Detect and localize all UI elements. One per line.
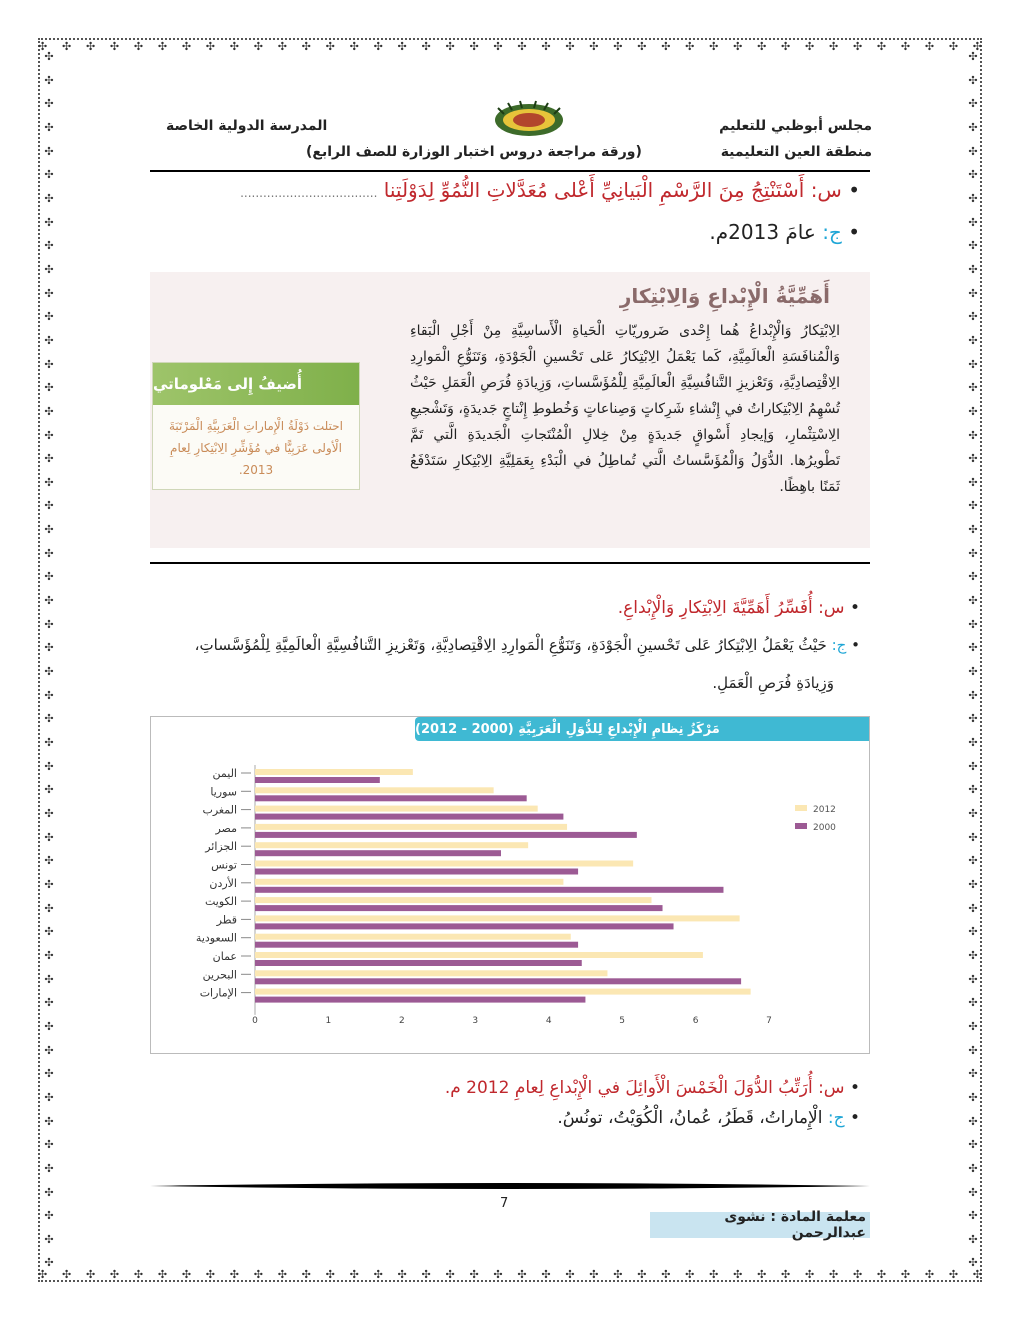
category-label: اليمن [212,767,237,780]
ornament-icon: ✣ [44,546,54,560]
ornament-icon: ✣ [44,168,54,182]
question-text: أُفَسِّرُ أَهَمِّيَّةَ الِابْتِكارِ وَالْإِبْداعِ. [617,598,813,618]
ornament-icon: ✣ [44,1043,54,1057]
ornament-icon: ✣ [968,239,978,253]
ornament-icon: ✣ [44,925,54,939]
ornament-icon: ✣ [44,972,54,986]
ornament-icon: ✣ [44,1256,54,1270]
ornament-icon: ✣ [924,1268,935,1281]
ornament-icon: ✣ [968,807,978,820]
ornament-icon: ✣ [38,40,48,53]
bullet-icon: • [848,220,860,244]
ornament-icon: ✣ [61,1268,72,1281]
ornament-icon: ✣ [565,1268,575,1281]
answer-2 [140,636,860,654]
ornament-icon: ✣ [349,40,359,53]
ornament-icon: ✣ [44,807,54,820]
ornament-icon: ✣ [44,1161,54,1175]
ornament-icon: ✣ [968,452,978,466]
ornament-icon: ✣ [900,1268,911,1281]
ornament-icon: ✣ [469,1268,479,1281]
ornament-icon: ✣ [968,641,978,655]
ornament-icon: ✣ [968,617,978,631]
ornament-icon: ✣ [968,901,978,915]
ornament-icon: ✣ [44,617,54,631]
ornament-icon: ✣ [44,73,54,87]
ornament-icon: ✣ [44,570,54,584]
ornament-icon: ✣ [781,40,791,53]
ornament-icon: ✣ [277,1268,287,1281]
ornament-icon: ✣ [44,50,54,63]
chart-title: مَرْكَزُ نِظامِ الْإِبْداعِ لِلدُّوَلِ الْعَرَبِيَّةِ (2000 - 2012) [415,717,869,741]
bar-2012 [255,952,703,958]
bar-2012 [255,806,538,812]
ornament-icon: ✣ [541,1268,551,1281]
ornament-icon: ✣ [968,215,978,229]
ornament-icon: ✣ [493,1268,503,1281]
ornament-icon: ✣ [44,1138,54,1152]
ornament-icon: ✣ [44,262,54,276]
ornament-icon: ✣ [968,50,978,63]
answer-1 [709,220,860,244]
ornament-icon: ✣ [44,830,54,844]
bar-2012 [255,769,413,775]
category-label: عمان [212,950,237,963]
ornament-icon: ✣ [968,1114,978,1128]
ornament-icon: ✣ [44,712,54,726]
ornament-icon: ✣ [968,1090,978,1104]
ornament-icon: ✣ [968,830,978,844]
bar-2012 [255,824,567,830]
ornament-icon: ✣ [948,40,959,53]
top-ornament-row [38,40,982,54]
ornament-icon: ✣ [968,381,978,395]
ornament-icon: ✣ [968,783,978,797]
bar-2000 [255,923,674,929]
answer-label: ج: [831,636,847,654]
x-tick-label: 7 [766,1015,772,1026]
ornament-icon: ✣ [968,948,978,962]
ornament-icon: ✣ [968,1256,978,1270]
header-school: المدرسة الدولية الخاصة [166,118,328,134]
teacher-name: معلمة المادة : نشوى عبدالرحمن [650,1212,870,1238]
ornament-icon: ✣ [253,40,263,53]
ornament-icon: ✣ [421,40,431,53]
ornament-icon: ✣ [157,1268,168,1281]
ornament-icon: ✣ [44,901,54,915]
ornament-icon: ✣ [421,1268,431,1281]
ornament-icon: ✣ [44,475,54,489]
question-text: أَسْتَنْتِجُ مِنَ الرَّسْمِ الْبَيانِيِّ أَعْلى مُعَدَّلاتِ النُّمُوِّ لِدَوْلَتِنا [383,178,805,202]
x-tick-label: 1 [325,1015,332,1026]
section-divider [150,562,870,564]
ornament-icon: ✣ [661,1268,671,1281]
ornament-icon: ✣ [781,1268,791,1281]
ornament-icon: ✣ [44,428,54,442]
ornament-icon: ✣ [44,996,54,1010]
bullet-icon: • [849,1078,860,1098]
ornament-icon: ✣ [968,972,978,986]
ornament-icon: ✣ [44,97,54,111]
ornament-icon: ✣ [229,40,239,53]
ornament-icon: ✣ [589,1268,599,1281]
info-box [152,362,360,490]
ornament-icon: ✣ [805,40,815,53]
ornament-icon: ✣ [349,1268,359,1281]
ornament-icon: ✣ [44,594,54,608]
bar-2012 [255,861,633,867]
lesson-paragraph: الِابْتِكارُ وَالْإِبْداعُ هُما إِحْدى ضَروريّاتِ الْحَياةِ الْأَساسِيَّةِ مِنْ أَجْلِ الْبَقاءِ وَالْمُنافَسَةِ الْعالَمِيَّةِ، كَما يَعْمَلُ الِابْتِكارُ عَلى تَحْسينِ الْجَوْدَةِ، وَتَنَوُّعِ الْمَوارِدِ الِاقْتِصادِيَّةِ، وَتَعْزيزِ التَّنافُسِيَّةِ الْعالَمِيَّةِ لِلْمُؤَسَّساتِ، وَزِيادَةِ فُرَصِ الْعَمَلِ حَيْثُ تُسْهِمُ الِابْتِكاراتُ في إِنْشاءِ شَرِكاتٍ وَصِناعاتٍ وَخُطوطِ إِنْتاجٍ جَديدَةٍ، وَتَشْجيعِ الِاسْتِثْمارِ، وَإيجادِ أَسْواقٍ جَديدَةٍ مِنْ خِلالِ الْمُنْتَجاتِ الْجَديدَةِ الَّتي تَمَّ تَطْويرُها. الدُّوَلُ وَالْمُؤَسَّساتُ الَّتي تُماطِلُ في الْبَدْءِ بِعَمَلِيَّةِ الِابْتِكارِ سَتَدْفَعُ ثَمَنًا باهِظًا. [410,323,840,495]
bar-2000 [255,905,663,911]
ornament-icon: ✣ [828,1268,839,1281]
ornament-icon: ✣ [968,168,978,182]
ornament-icon: ✣ [445,40,455,53]
ornament-icon: ✣ [968,759,978,773]
answer-blank-dots: .................................... [240,186,378,200]
ornament-icon: ✣ [44,783,54,797]
left-ornament-col [42,50,56,1270]
ornament-icon: ✣ [277,40,287,53]
legend-label: 2012 [813,805,836,815]
answer-3 [557,1108,860,1128]
ornament-icon: ✣ [44,736,54,750]
ornament-icon: ✣ [924,40,935,53]
ornament-icon: ✣ [44,286,54,300]
answer-label: ج: [827,1108,845,1128]
ornament-icon: ✣ [44,333,54,347]
bar-2000 [255,850,501,856]
ornament-icon: ✣ [972,40,982,53]
bottom-ornament-row [38,1268,982,1282]
header-council: مجلس أبوظبي للتعليم [719,118,872,134]
ornament-icon: ✣ [44,854,54,868]
ornament-icon: ✣ [44,499,54,513]
ornament-icon: ✣ [828,40,839,53]
ornament-icon: ✣ [517,40,527,53]
ornament-icon: ✣ [44,1019,54,1033]
ornament-icon: ✣ [373,1268,383,1281]
ornament-icon: ✣ [229,1268,239,1281]
bar-2012 [255,970,607,976]
ornament-icon: ✣ [44,144,54,158]
ornament-icon: ✣ [373,40,383,53]
ornament-icon: ✣ [205,40,215,53]
category-label: مصر [215,821,237,835]
ornament-icon: ✣ [968,925,978,939]
category-label: السعودية [195,931,237,945]
ornament-icon: ✣ [685,40,695,53]
ornament-icon: ✣ [613,1268,623,1281]
ornament-icon: ✣ [968,1232,978,1246]
ornament-icon: ✣ [757,40,767,53]
x-tick-label: 0 [252,1015,258,1026]
ornament-icon: ✣ [541,40,551,53]
header-divider [150,170,870,172]
ornament-icon: ✣ [968,499,978,513]
ornament-icon: ✣ [968,1161,978,1175]
ornament-icon: ✣ [968,73,978,87]
info-box-text: احتلت دَوْلَةُ الْإِماراتِ الْعَرَبِيَّةِ الْمَرْتَبَةَ الْأولى عَرَبِيًّا في مُؤَشِّرِ الِابْتِكارِ لِعامِ 2013. [168,419,344,477]
ornament-icon: ✣ [44,641,54,655]
ornament-icon: ✣ [44,1114,54,1128]
ornament-icon: ✣ [968,570,978,584]
ornament-icon: ✣ [44,877,54,891]
ornament-icon: ✣ [968,665,978,679]
ornament-icon: ✣ [968,286,978,300]
ornament-icon: ✣ [709,40,719,53]
ornament-icon: ✣ [38,1268,48,1281]
category-label: قطر [216,913,237,927]
ornament-icon: ✣ [968,1019,978,1033]
ornament-icon: ✣ [44,523,54,537]
bullet-icon: • [851,636,860,654]
legend-swatch [795,805,807,811]
ornament-icon: ✣ [968,523,978,537]
ornament-icon: ✣ [968,877,978,891]
question-label: س: [818,1078,845,1098]
ornament-icon: ✣ [968,120,978,134]
ornament-icon: ✣ [44,1209,54,1223]
school-logo [492,98,566,138]
bar-2000 [255,960,582,966]
bar-2000 [255,978,741,984]
ornament-icon: ✣ [445,1268,455,1281]
bar-2000 [255,997,585,1003]
ornament-icon: ✣ [968,1043,978,1057]
category-label: الإمارات [199,986,237,1000]
ornament-icon: ✣ [397,1268,407,1281]
ornament-icon: ✣ [968,262,978,276]
header-worksheet-title: (ورقة مراجعة دروس اختبار الوزارة للصف الرابع) [306,144,642,160]
right-ornament-col [966,50,980,1270]
ornament-icon: ✣ [61,40,72,53]
answer-label: ج: [822,220,842,244]
ornament-icon: ✣ [44,948,54,962]
question-label: س: [818,598,845,618]
ornament-icon: ✣ [968,594,978,608]
bar-2000 [255,869,578,875]
ornament-icon: ✣ [968,1067,978,1081]
ornament-icon: ✣ [109,40,120,53]
bar-2000 [255,795,527,801]
x-tick-label: 5 [619,1015,626,1026]
ornament-icon: ✣ [968,97,978,111]
ornament-icon: ✣ [44,381,54,395]
bar-2000 [255,832,637,838]
ornament-icon: ✣ [805,1268,815,1281]
ornament-icon: ✣ [44,452,54,466]
question-label: س: [810,178,842,202]
ornament-icon: ✣ [876,1268,887,1281]
ornament-icon: ✣ [968,854,978,868]
bullet-icon: • [849,1108,860,1128]
answer-text: حَيْثُ يَعْمَلُ الِابْتِكارُ عَلى تَحْسينِ الْجَوْدَةِ، وَتَنَوُّعِ الْمَوارِدِ الِاقْتِصادِيَّةِ، وَتَعْزيزِ التَّنافُسِيَّةِ الْعالَمِيَّةِ لِلْمُؤَسَّساتِ، [194,636,827,654]
bar-2000 [255,887,723,893]
x-tick-label: 2 [398,1015,405,1026]
category-label: سوريا [210,785,237,799]
ornament-icon: ✣ [44,1232,54,1246]
bar-2000 [255,777,380,783]
bar-2000 [255,942,578,948]
ornament-icon: ✣ [565,40,575,53]
ornament-icon: ✣ [757,1268,767,1281]
bullet-icon: • [848,178,860,202]
ornament-icon: ✣ [133,40,144,53]
ornament-icon: ✣ [968,404,978,418]
ornament-icon: ✣ [44,688,54,702]
header-district: منطقة العين التعليمية [720,144,872,160]
bar-2012 [255,842,528,848]
ornament-icon: ✣ [181,1268,192,1281]
ornament-icon: ✣ [493,40,503,53]
ornament-icon: ✣ [661,40,671,53]
question-3 [445,1078,860,1098]
bar-2012 [255,934,571,940]
category-label: الكويت [204,895,237,909]
ornament-icon: ✣ [44,1067,54,1081]
ornament-icon: ✣ [968,333,978,347]
ornament-icon: ✣ [517,1268,527,1281]
ornament-icon: ✣ [637,40,647,53]
category-label: الجزائر [205,840,237,854]
answer-text: الْإِماراتُ، قَطَرُ، عُمانُ، الْكُوَيْتُ، تونُسُ. [557,1108,823,1128]
ornament-icon: ✣ [852,40,863,53]
ornament-icon: ✣ [589,40,599,53]
ornament-icon: ✣ [968,357,978,371]
answer-2-continued: وَزِيادَةِ فُرَصِ الْعَمَلِ. [712,674,834,692]
ornament-icon: ✣ [44,1090,54,1104]
ornament-icon: ✣ [44,759,54,773]
ornament-icon: ✣ [301,40,311,53]
ornament-icon: ✣ [85,40,96,53]
ornament-icon: ✣ [968,546,978,560]
innovation-chart [150,716,870,1054]
ornament-icon: ✣ [301,1268,311,1281]
ornament-icon: ✣ [44,120,54,134]
bar-2012 [255,897,652,903]
ornament-icon: ✣ [968,310,978,324]
ornament-icon: ✣ [968,144,978,158]
bar-2012 [255,989,751,995]
ornament-icon: ✣ [900,40,911,53]
ornament-icon: ✣ [44,404,54,418]
ornament-icon: ✣ [968,428,978,442]
ornament-icon: ✣ [948,1268,959,1281]
ornament-icon: ✣ [253,1268,263,1281]
category-label: الأردن [209,876,237,890]
legend-swatch [795,823,807,829]
ornament-icon: ✣ [613,40,623,53]
ornament-icon: ✣ [181,40,192,53]
bar-2012 [255,915,740,921]
bar-2012 [255,787,494,793]
ornament-icon: ✣ [205,1268,215,1281]
lesson-panel [150,272,870,548]
category-label: المغرب [202,803,237,817]
question-1 [240,178,860,202]
ornament-icon: ✣ [685,1268,695,1281]
bar-2012 [255,879,563,885]
ornament-icon: ✣ [968,1185,978,1199]
ornament-icon: ✣ [852,1268,863,1281]
question-text: أُرَتِّبُ الدُّوَلَ الْخَمْسَ الْأَوائِلَ في الْإِبْداعِ لِعامِ 2012 م. [444,1078,813,1098]
ornament-icon: ✣ [44,665,54,679]
ornament-icon: ✣ [733,1268,743,1281]
ornament-icon: ✣ [972,1268,982,1281]
ornament-icon: ✣ [637,1268,647,1281]
page-number: 7 [500,1196,509,1211]
ornament-icon: ✣ [44,191,54,205]
ornament-icon: ✣ [157,40,168,53]
ornament-icon: ✣ [968,475,978,489]
ornament-icon: ✣ [85,1268,96,1281]
ornament-icon: ✣ [325,1268,335,1281]
ornament-icon: ✣ [44,1185,54,1199]
bullet-icon: • [849,598,860,618]
category-label: البحرين [202,968,237,982]
legend-label: 2000 [813,823,836,833]
bar-2000 [255,814,563,820]
ornament-icon: ✣ [968,736,978,750]
ornament-icon: ✣ [876,40,887,53]
ornament-icon: ✣ [968,1138,978,1152]
ornament-icon: ✣ [469,40,479,53]
answer-text: عامَ 2013م. [709,220,816,244]
ornament-icon: ✣ [133,1268,144,1281]
x-tick-label: 4 [545,1015,552,1026]
info-box-title: أُضيفُ إِلى مَعْلوماتي [153,363,359,405]
ornament-icon: ✣ [733,40,743,53]
footer-divider [150,1182,870,1190]
x-tick-label: 3 [472,1015,479,1026]
ornament-icon: ✣ [968,688,978,702]
chart-plot [151,741,869,1053]
ornament-icon: ✣ [44,357,54,371]
ornament-icon: ✣ [968,1209,978,1223]
question-2 [618,598,860,618]
ornament-icon: ✣ [397,40,407,53]
lesson-title: أَهَمِّيَّةُ الْإِبْداعِ وَالِابْتِكارِ [619,284,830,308]
ornament-icon: ✣ [709,1268,719,1281]
ornament-icon: ✣ [44,215,54,229]
x-tick-label: 6 [692,1015,699,1026]
ornament-icon: ✣ [44,310,54,324]
ornament-icon: ✣ [325,40,335,53]
category-label: تونس [211,858,237,872]
ornament-icon: ✣ [968,712,978,726]
ornament-icon: ✣ [968,191,978,205]
ornament-icon: ✣ [44,239,54,253]
ornament-icon: ✣ [109,1268,120,1281]
ornament-icon: ✣ [968,996,978,1010]
